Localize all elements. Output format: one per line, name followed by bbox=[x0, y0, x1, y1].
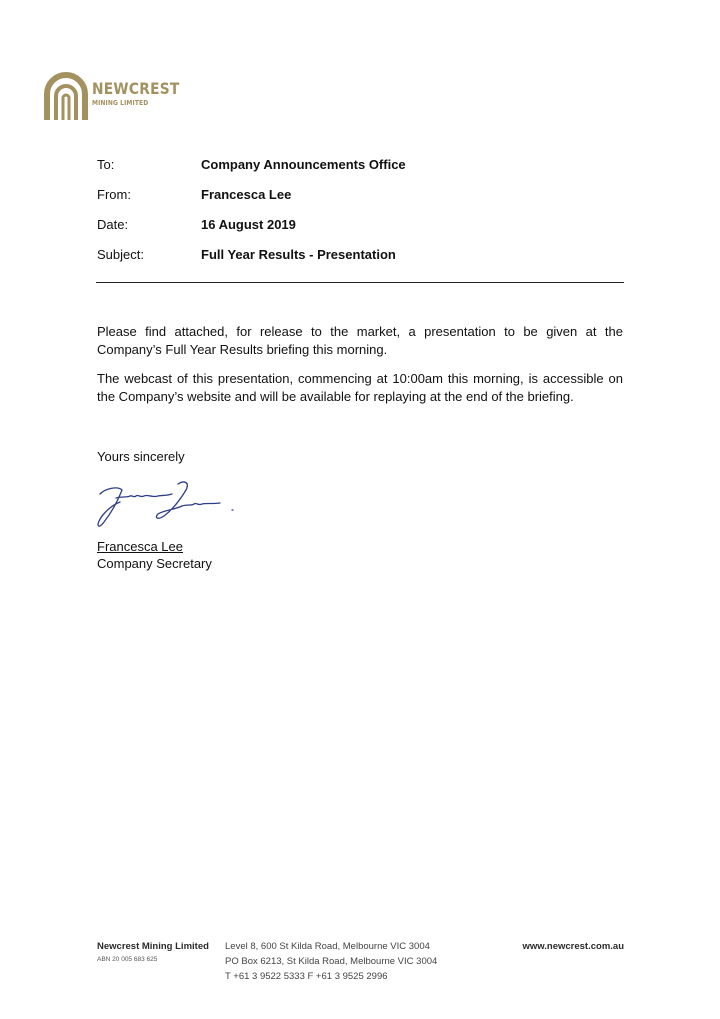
logo-subtitle: MINING LIMITED bbox=[92, 99, 149, 107]
logo-wordmark: NEWCREST bbox=[92, 79, 180, 98]
footer-abn: ABN 20 005 683 625 bbox=[97, 956, 158, 963]
header-value: Francesca Lee bbox=[201, 187, 292, 202]
footer-website-link[interactable]: www.newcrest.com.au bbox=[522, 941, 624, 952]
body-paragraph-2: The webcast of this presentation, commencing at 10:00am this morning, is accessible on the Company’s website and will be available for replaying at the end of the briefing. bbox=[97, 371, 623, 404]
signatory-title: Company Secretary bbox=[97, 556, 212, 571]
header-label: From: bbox=[97, 187, 131, 202]
handwritten-signature bbox=[92, 476, 242, 539]
header-value: 16 August 2019 bbox=[201, 217, 296, 232]
header-value: Company Announcements Office bbox=[201, 157, 406, 172]
body-paragraph-1: Please find attached, for release to the market, a presentation to be given at the Company’s Full Year Results briefing this morning. bbox=[97, 324, 623, 357]
header-value: Full Year Results - Presentation bbox=[201, 247, 396, 262]
footer-address-line-1: Level 8, 600 St Kilda Road, Melbourne VIC 3004 bbox=[225, 941, 430, 952]
company-logo bbox=[42, 70, 182, 122]
header-label: Subject: bbox=[97, 247, 144, 262]
footer-company: Newcrest Mining Limited bbox=[97, 941, 209, 952]
header-label: To: bbox=[97, 157, 115, 172]
header-label: Date: bbox=[97, 217, 129, 232]
header-divider bbox=[96, 282, 624, 283]
closing-salutation: Yours sincerely bbox=[97, 449, 185, 464]
newcrest-logo-icon bbox=[42, 70, 90, 122]
footer-address-line-2: PO Box 6213, St Kilda Road, Melbourne VIC 3004 bbox=[225, 956, 438, 967]
footer-phone-fax: T +61 3 9522 5333 F +61 3 9525 2996 bbox=[225, 971, 388, 982]
signatory-name: Francesca Lee bbox=[97, 539, 183, 554]
